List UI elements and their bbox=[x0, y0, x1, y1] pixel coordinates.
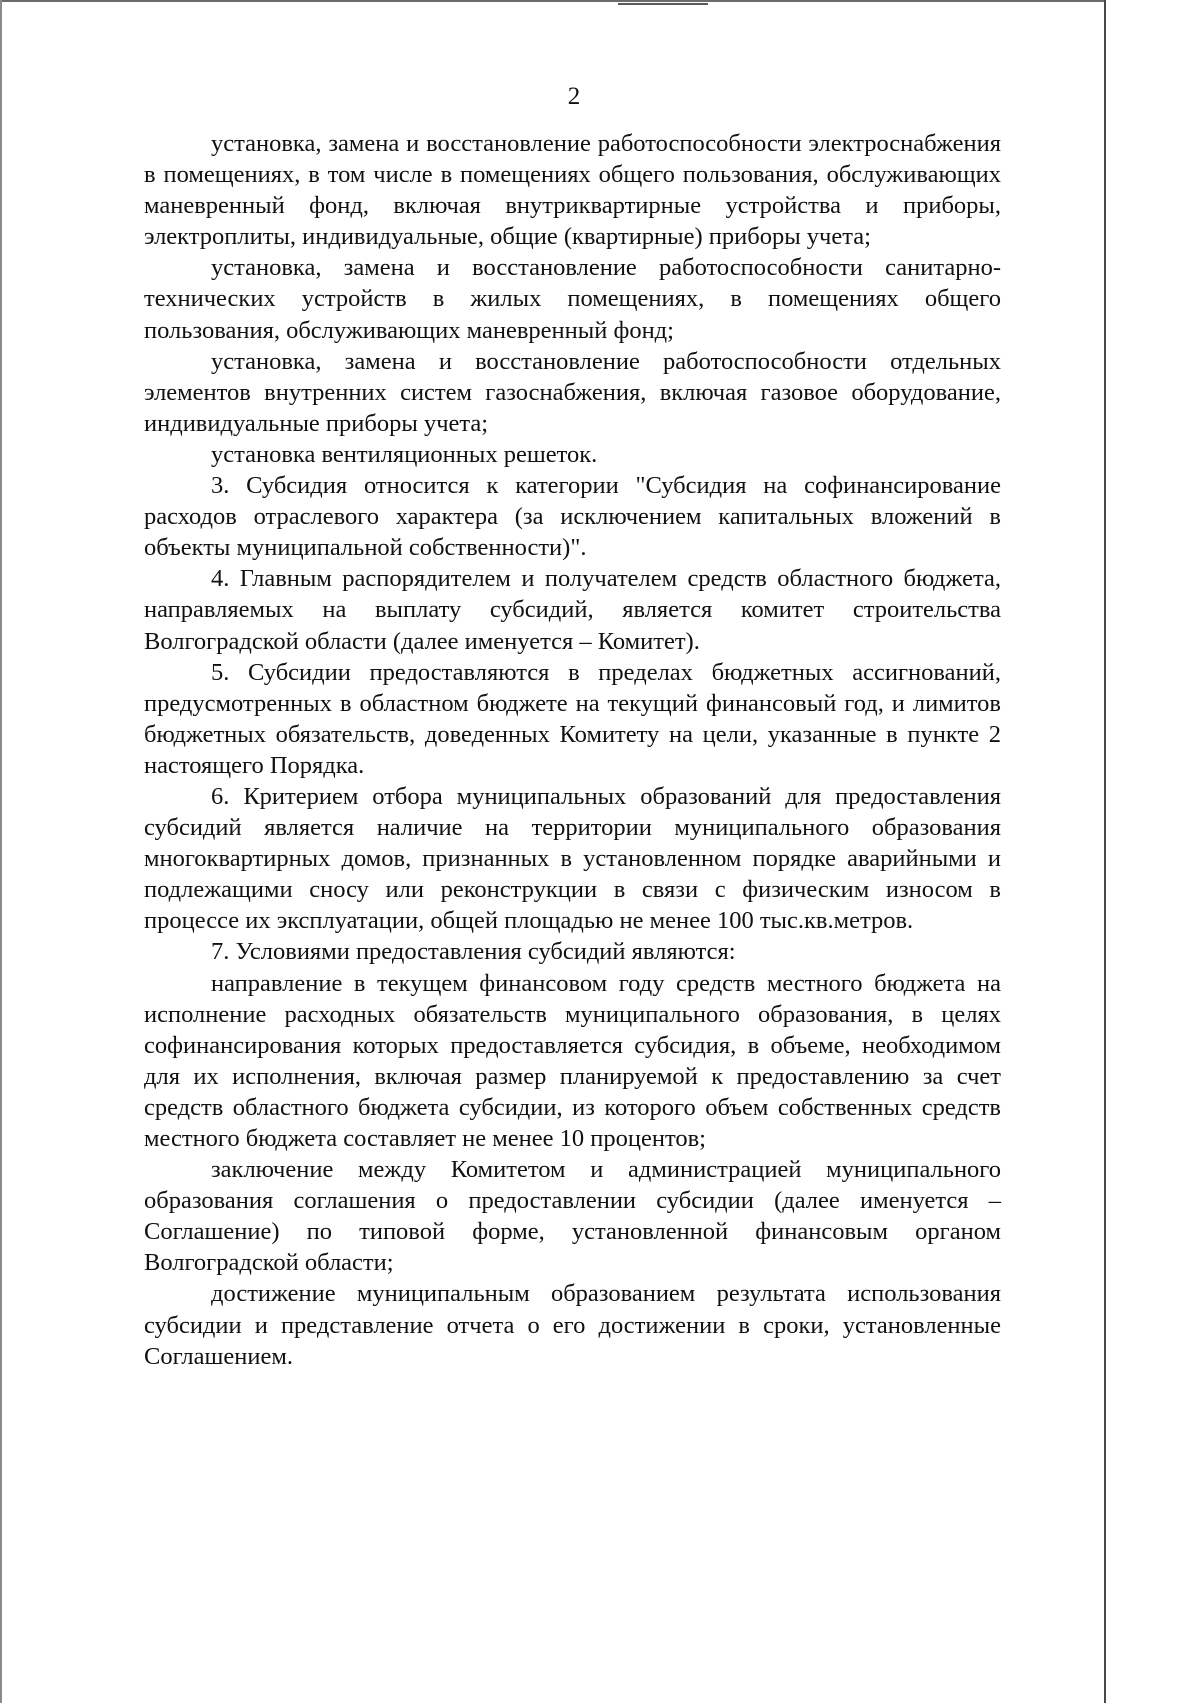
scan-border-top bbox=[0, 0, 1105, 2]
paragraph-clause-5: 5. Субсидии предоставляются в пределах бюджетных ассигнований, предусмотренных в областном бюджете на текущий финансовый год, и лимитов бюджетных обязательств, доведенных Комитету на цели, указанные в пункте 2 настоящего Порядка. bbox=[144, 658, 1001, 779]
paragraph-electrical-supply: установка, замена и восстановление работоспособности электроснабжения в помещениях, в том числе в помещениях общего пользования, обслуживающих маневренный фонд, включая внутриквартирные устройства и приборы, электроплиты, индивидуальные, общие (квартирные) приборы учета; bbox=[144, 130, 1001, 251]
document-body bbox=[144, 128, 1001, 1372]
paragraph-sanitary-devices: установка, замена и восстановление работоспособности санитарно-технических устройств в жилых помещениях, в помещениях общего пользования, обслуживающих маневренный фонд; bbox=[144, 254, 1001, 344]
scan-border-left bbox=[0, 0, 2, 1703]
paragraph-clause-3: 3. Субсидия относится к категории "Субсидия на софинансирование расходов отраслевого характера (за исключением капитальных вложений в объекты муниципальной собственности)". bbox=[144, 472, 1001, 562]
paragraph-clause-6: 6. Критерием отбора муниципальных образований для предоставления субсидий является наличие на территории муниципального образования многоквартирных домов, признанных в установленном порядке аварийными и подлежащими сносу или реконструкции в связи с физическим износом в процессе их эксплуатации, общей площадью не менее 100 тыс.кв.метров. bbox=[144, 782, 1001, 935]
paragraph-clause-4: 4. Главным распорядителем и получателем средств областного бюджета, направляемых на выплату субсидий, является комитет строительства Волгоградской области (далее именуется – Комитет). bbox=[144, 565, 1001, 655]
paragraph-clause-7: 7. Условиями предоставления субсидий являются: bbox=[211, 938, 736, 966]
scan-border-mark bbox=[618, 3, 708, 5]
page-number: 2 bbox=[567, 83, 581, 110]
scan-border-right bbox=[1104, 0, 1106, 1703]
paragraph-ventilation: установка вентиляционных решеток. bbox=[211, 440, 598, 468]
paragraph-gas-supply: установка, замена и восстановление работоспособности отдельных элементов внутренних систем газоснабжения, включая газовое оборудование, индивидуальные приборы учета; bbox=[144, 347, 1001, 437]
paragraph-condition-agreement: заключение между Комитетом и администрацией муниципального образования соглашения о предоставлении субсидии (далее именуется – Соглашение) по типовой форме, установленной финансовым органом Волгоградской области; bbox=[144, 1156, 1001, 1277]
paragraph-condition-local-budget: направление в текущем финансовом году средств местного бюджета на исполнение расходных обязательств муниципального образования, в целях софинансирования которых предоставляется субсидия, в объеме, необходимом для их исполнения, включая размер планируемой к предоставлению за счет средств областного бюджета субсидии, из которого объем собственных средств местного бюджета составляет не менее 10 процентов; bbox=[144, 969, 1001, 1152]
paragraph-condition-result: достижение муниципальным образованием результата использования субсидии и представление отчета о его достижении в сроки, установленные Соглашением. bbox=[144, 1280, 1001, 1370]
